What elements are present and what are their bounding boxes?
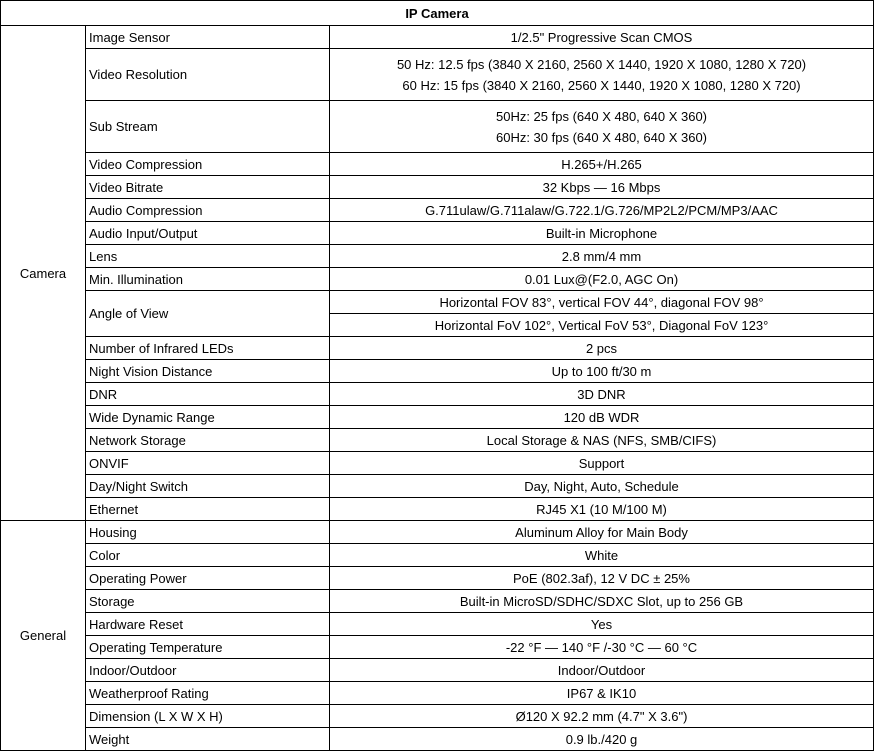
spec-value-line: Yes <box>590 616 613 632</box>
spec-value-line: 60 Hz: 15 fps (3840 X 2160, 2560 X 1440, 1920 X 1080, 1280 X 720) <box>402 77 801 93</box>
spec-value-line: 0.9 lb./420 g <box>565 731 638 747</box>
group-label: Camera <box>1 26 86 521</box>
table-row <box>1 659 874 682</box>
spec-label: Video Compression <box>86 153 330 176</box>
spec-value-line: IP67 & IK10 <box>566 685 637 701</box>
spec-value-line: 3D DNR <box>577 386 626 402</box>
table-row <box>1 360 874 383</box>
table-row <box>1 26 874 49</box>
spec-label: Image Sensor <box>86 26 330 49</box>
table-row <box>1 49 874 101</box>
spec-value <box>330 49 874 101</box>
spec-value <box>330 153 874 176</box>
spec-value <box>330 567 874 590</box>
spec-value <box>330 498 874 521</box>
spec-value <box>330 222 874 245</box>
table-row <box>1 429 874 452</box>
spec-value <box>330 360 874 383</box>
table-row <box>1 544 874 567</box>
table-row <box>1 475 874 498</box>
table-title: IP Camera <box>1 1 874 26</box>
table-row <box>1 245 874 268</box>
spec-value-line: Support <box>578 455 625 471</box>
spec-value-line: Built-in Microphone <box>545 225 658 241</box>
spec-value <box>330 659 874 682</box>
table-row <box>1 337 874 360</box>
table-row <box>1 705 874 728</box>
spec-value <box>330 475 874 498</box>
spec-value-line: 0.01 Lux@(F2.0, AGC On) <box>524 271 679 287</box>
table-row <box>1 101 874 153</box>
spec-label: ONVIF <box>86 452 330 475</box>
spec-value <box>330 101 874 153</box>
spec-value <box>330 406 874 429</box>
table-row <box>1 567 874 590</box>
spec-label: Operating Temperature <box>86 636 330 659</box>
table-row <box>1 222 874 245</box>
spec-label: Ethernet <box>86 498 330 521</box>
spec-label: Weatherproof Rating <box>86 682 330 705</box>
spec-label: Color <box>86 544 330 567</box>
table-row <box>1 452 874 475</box>
spec-value <box>330 429 874 452</box>
spec-value <box>330 245 874 268</box>
table-row <box>1 406 874 429</box>
table-row <box>1 521 874 544</box>
spec-value-line: 60Hz: 30 fps (640 X 480, 640 X 360) <box>495 129 708 145</box>
spec-label: Angle of View <box>86 291 330 337</box>
spec-value-line: Built-in MicroSD/SDHC/SDXC Slot, up to 256 GB <box>459 593 744 609</box>
table-row <box>1 728 874 751</box>
table-row <box>1 153 874 176</box>
spec-label: Dimension (L X W X H) <box>86 705 330 728</box>
spec-label: Audio Compression <box>86 199 330 222</box>
spec-value <box>330 452 874 475</box>
spec-label: Housing <box>86 521 330 544</box>
table-row <box>1 590 874 613</box>
spec-value <box>330 521 874 544</box>
spec-value: Horizontal FOV 83°, vertical FOV 44°, diagonal FOV 98° <box>330 291 874 314</box>
spec-value-line: 50 Hz: 12.5 fps (3840 X 2160, 2560 X 1440, 1920 X 1080, 1280 X 720) <box>396 56 807 72</box>
spec-value-line: 50Hz: 25 fps (640 X 480, 640 X 360) <box>495 108 708 124</box>
spec-value <box>330 268 874 291</box>
spec-value-line: G.711ulaw/G.711alaw/G.722.1/G.726/MP2L2/PCM/MP3/AAC <box>425 202 778 218</box>
spec-value <box>330 26 874 49</box>
spec-label: Video Resolution <box>86 49 330 101</box>
spec-label: Weight <box>86 728 330 751</box>
table-row <box>1 268 874 291</box>
spec-label: Hardware Reset <box>86 613 330 636</box>
spec-value <box>330 728 874 751</box>
spec-label: Video Bitrate <box>86 176 330 199</box>
spec-value <box>330 705 874 728</box>
spec-label: Day/Night Switch <box>86 475 330 498</box>
spec-value-line: 120 dB WDR <box>563 409 640 425</box>
spec-value-line: Up to 100 ft/30 m <box>551 363 652 379</box>
spec-value-line: RJ45 X1 (10 M/100 M) <box>536 501 667 517</box>
spec-value-line: H.265+/H.265 <box>561 156 642 172</box>
spec-label: Wide Dynamic Range <box>86 406 330 429</box>
spec-value-line: 2.8 mm/4 mm <box>561 248 642 264</box>
spec-label: Indoor/Outdoor <box>86 659 330 682</box>
spec-value-line: PoE (802.3af), 12 V DC ± 25% <box>513 570 690 586</box>
spec-label: Storage <box>86 590 330 613</box>
spec-value-line: Day, Night, Auto, Schedule <box>524 478 679 494</box>
spec-value <box>330 176 874 199</box>
title-row <box>1 1 874 26</box>
spec-value <box>330 613 874 636</box>
spec-value-line: White <box>584 547 619 563</box>
spec-value-line: 32 Kbps — 16 Mbps <box>542 179 661 195</box>
spec-value-line: 1/2.5" Progressive Scan CMOS <box>510 29 693 45</box>
spec-value-line: -22 °F — 140 °F /-30 °C — 60 °C <box>505 639 698 655</box>
spec-label: Audio Input/Output <box>86 222 330 245</box>
spec-value-line: Indoor/Outdoor <box>557 662 646 678</box>
spec-value <box>330 636 874 659</box>
spec-label: Sub Stream <box>86 101 330 153</box>
spec-value <box>330 682 874 705</box>
spec-value-line: Ø120 X 92.2 mm (4.7" X 3.6") <box>515 708 688 724</box>
spec-value-line: Local Storage & NAS (NFS, SMB/CIFS) <box>486 432 717 448</box>
spec-value <box>330 590 874 613</box>
table-row <box>1 291 874 314</box>
table-row <box>1 383 874 406</box>
table-row <box>1 613 874 636</box>
spec-value <box>330 337 874 360</box>
spec-value <box>330 383 874 406</box>
table-row <box>1 682 874 705</box>
spec-value-line: Aluminum Alloy for Main Body <box>515 524 688 540</box>
spec-label: DNR <box>86 383 330 406</box>
spec-value <box>330 544 874 567</box>
spec-label: Network Storage <box>86 429 330 452</box>
spec-label: Night Vision Distance <box>86 360 330 383</box>
table-row <box>1 498 874 521</box>
spec-body <box>1 26 874 751</box>
spec-label: Min. Illumination <box>86 268 330 291</box>
table-row <box>1 636 874 659</box>
spec-label: Lens <box>86 245 330 268</box>
spec-value <box>330 199 874 222</box>
table-row <box>1 199 874 222</box>
spec-label: Number of Infrared LEDs <box>86 337 330 360</box>
spec-value: Horizontal FoV 102°, Vertical FoV 53°, Diagonal FoV 123° <box>330 314 874 337</box>
spec-value-line: 2 pcs <box>585 340 618 356</box>
group-label: General <box>1 521 86 751</box>
spec-label: Operating Power <box>86 567 330 590</box>
table-row <box>1 176 874 199</box>
